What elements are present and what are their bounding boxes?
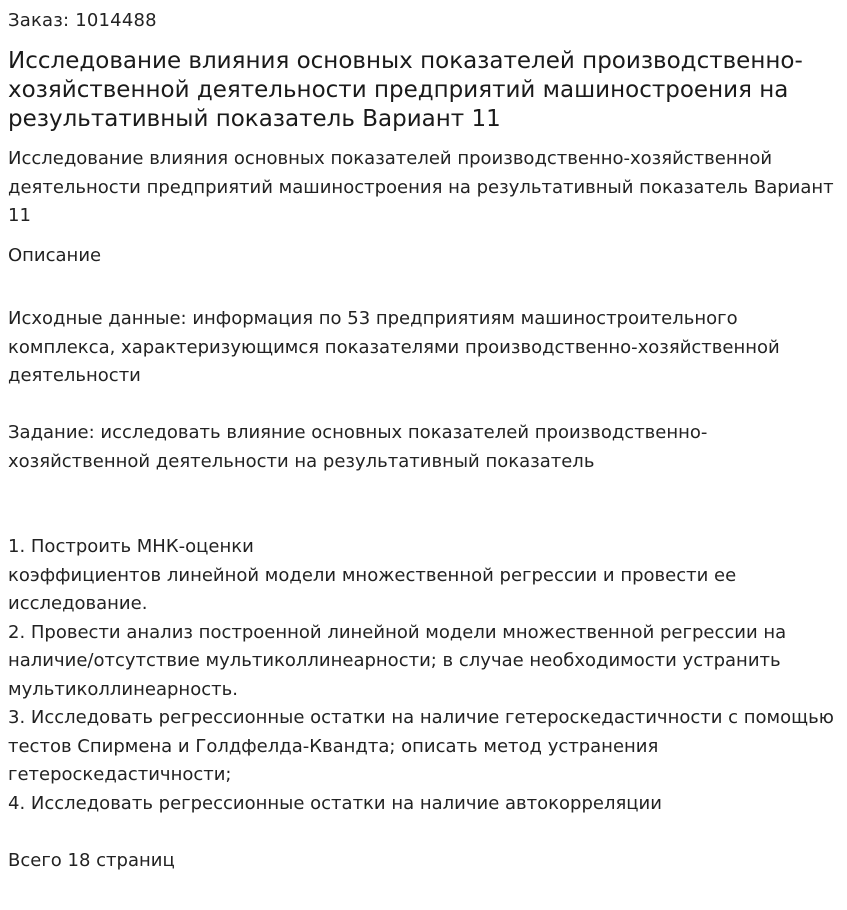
description-body (8, 305, 843, 875)
page-count: Всего 18 страниц (8, 849, 175, 871)
spacer (8, 818, 843, 847)
source-data-paragraph: Исходные данные: информация по 53 предприятиям машиностроительного комплекса, характеризующимся показателями производственно-хозяйственной деятельности (8, 308, 780, 386)
task-item-2: 2. Провести анализ построенной линейной модели множественной регрессии на наличие/отсутствие мультиколлинеарности; в случае необходимости устранить мультиколлинеарность. (8, 621, 787, 700)
task-item-1-line-2: коэффициентов линейной модели множественной регрессии и провести ее исследование. (8, 564, 737, 614)
page-subtitle: Исследование влияния основных показателей производственно-хозяйственной деятельности предприятий машиностроения на результативный показатель Вариант 11 (8, 148, 834, 226)
task-paragraph: Задание: исследовать влияние основных показателей производственно-хозяйственной деятельности на результативный показатель (8, 422, 708, 472)
page-title: Исследование влияния основных показателей производственно-хозяйственной деятельности предприятий машиностроения на результативный показатель Вариант 11 (8, 48, 803, 132)
task-item-4: 4. Исследовать регрессионные остатки на наличие автокорреляции (8, 792, 662, 814)
spacer (8, 391, 843, 420)
spacer (8, 476, 843, 533)
order-number: Заказ: 1014488 (8, 10, 157, 31)
description-heading: Описание (8, 245, 102, 266)
task-item-1-line-1: 1. Построить МНК-оценки (8, 536, 254, 557)
task-item-3: 3. Исследовать регрессионные остатки на наличие гетероскедастичности с помощью тестов Спирмена и Голдфелда-Квандта; описать метод устранения гетероскедастичности; (8, 707, 834, 785)
